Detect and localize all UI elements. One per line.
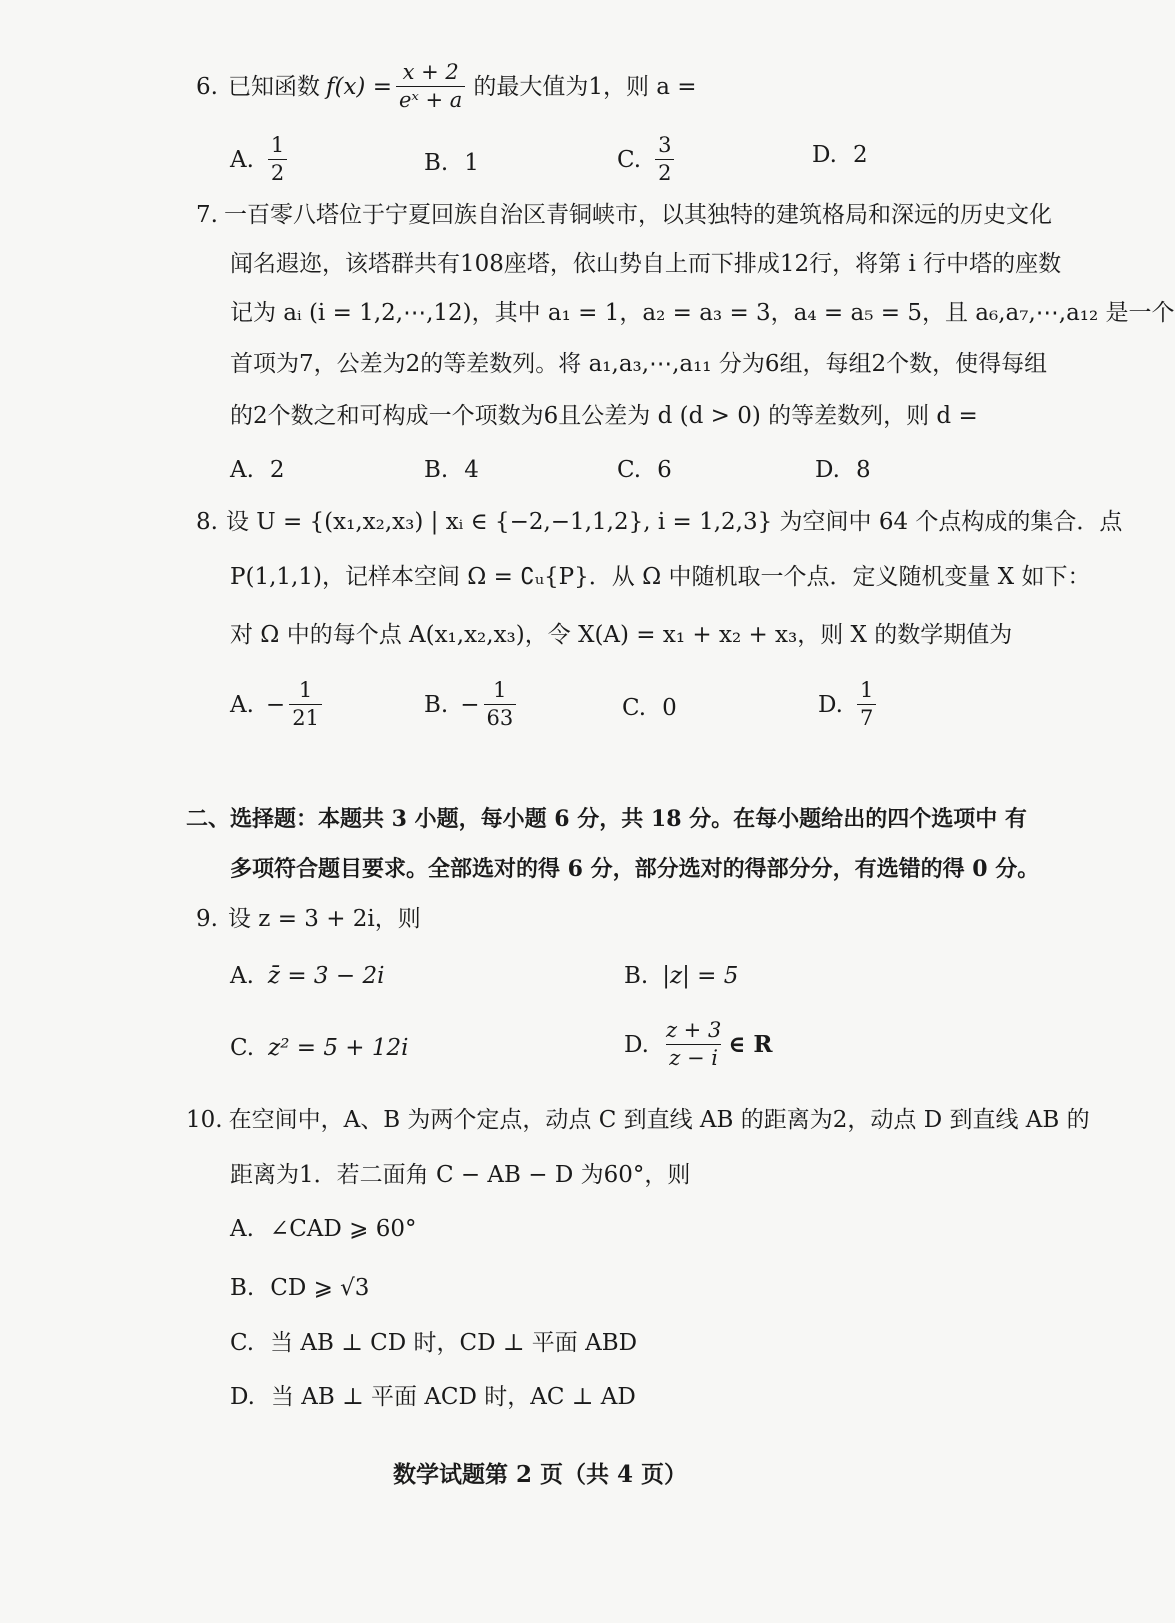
frac-num: 1: [270, 133, 285, 157]
q9-option-c: [230, 1030, 408, 1066]
q7-line-2: 闻名遐迩，该塔群共有108座塔，依山势自上而下排成12行，将第 i 行中塔的座数: [230, 251, 1062, 277]
q8-option-a: [230, 680, 326, 729]
q7-option-c: [617, 452, 672, 488]
option-fraction: [655, 135, 674, 184]
frac-den: 21: [289, 704, 322, 729]
q7-line-3: 记为 aᵢ (i = 1,2,⋯,12)，其中 a₁ = 1，a₂ = a₃ = 3，a₄ = a₅ = 5，且 a₆,a₇,⋯,a₁₂ 是一个: [230, 300, 1175, 326]
option-fraction: [289, 680, 322, 729]
option-text: 4: [464, 457, 479, 483]
option-fraction: [857, 680, 876, 729]
option-label: A.: [230, 691, 254, 718]
frac-num: 1: [493, 678, 507, 702]
frac-num: z + 3: [665, 1018, 722, 1042]
frac-den: 7: [857, 704, 876, 729]
page-footer: 数学试题第 2 页（共 4 页）: [392, 1461, 688, 1488]
option-label: A.: [230, 146, 254, 173]
q10-option-c: [230, 1325, 637, 1361]
q10-line-2: 距离为1．若二面角 C − AB − D 为60°，则: [230, 1162, 691, 1188]
option-text: 2: [269, 457, 285, 483]
q6-option-b: [424, 135, 479, 191]
q7-number: 7.: [196, 202, 218, 228]
option-sign: −: [460, 691, 480, 718]
option-label: A.: [230, 1216, 254, 1242]
option-fraction: [268, 135, 287, 184]
option-label: C.: [617, 146, 642, 173]
option-label: D.: [812, 142, 837, 168]
q8-option-c: [622, 680, 677, 736]
option-label: A.: [230, 457, 254, 483]
q9-option-a: [230, 958, 384, 994]
q10-text: 在空间中，A、B 为两个定点，动点 C 到直线 AB 的距离为2，动点 D 到直线 AB 的: [228, 1107, 1090, 1133]
q9-stem: [196, 901, 421, 937]
option-label: D.: [230, 1384, 255, 1410]
q9-option-b: [624, 958, 738, 994]
option-label: B.: [424, 457, 449, 483]
q9-number: 9.: [196, 906, 218, 932]
frac-num: 1: [298, 678, 313, 702]
option-text: 当 AB ⊥ 平面 ACD 时，AC ⊥ AD: [270, 1384, 636, 1410]
q7-option-b: [424, 452, 479, 488]
q6-option-a: [230, 135, 291, 184]
option-text: 2: [852, 142, 868, 168]
option-label: B.: [230, 1275, 255, 1301]
frac-den: 2: [268, 159, 287, 184]
q8-line-2: P(1,1,1)，记样本空间 Ω = ∁ᵤ{P}．从 Ω 中随机取一个点．定义随机变量 X 如下：: [230, 564, 1091, 590]
section-2-heading: 二、选择题：本题共 3 小题，每小题 6 分，共 18 分。在每小题给出的四个选项中 有: [186, 806, 1027, 832]
option-label: D.: [815, 457, 840, 483]
frac-num: 3: [658, 133, 672, 157]
option-text: 0: [662, 695, 677, 721]
q8-number: 8.: [196, 509, 218, 535]
q9-text: 设 z = 3 + 2i，则: [227, 906, 421, 932]
q8-text: 设 U = {(x₁,x₂,x₃) | xᵢ ∈ {−2,−1,1,2}, i = 1,2,3} 为空间中 64 个点构成的集合．点: [225, 509, 1123, 535]
q10-option-b: [230, 1270, 369, 1306]
option-text: z² = 5 + 12i: [268, 1035, 409, 1061]
q8-option-b: [424, 680, 520, 729]
q7-text: 一百零八塔位于宁夏回族自治区青铜峡市，以其独特的建筑格局和深远的历史文化: [223, 202, 1052, 228]
option-label: C.: [230, 1330, 255, 1356]
q7-line-4: 首项为7，公差为2的等差数列。将 a₁,a₃,⋯,a₁₁ 分为6组，每组2个数，使得每组: [230, 351, 1048, 377]
q10-option-a: [230, 1211, 417, 1247]
option-text: 当 AB ⊥ CD 时，CD ⊥ 平面 ABD: [270, 1330, 638, 1356]
option-text: ∠CAD ⩾ 60°: [269, 1216, 417, 1242]
option-label: B.: [624, 963, 649, 989]
option-label: C.: [230, 1035, 255, 1061]
q7-option-d: [815, 452, 871, 488]
option-text: z̄ = 3 − 2i: [267, 963, 385, 989]
q6-fx: f(x) =: [325, 73, 392, 100]
option-text: 6: [657, 457, 672, 483]
section-2-instructions: 多项符合题目要求。全部选对的得 6 分，部分选对的得部分分，有选错的得 0 分。: [230, 856, 1040, 882]
q6-text-b: 的最大值为1，则 a =: [473, 73, 697, 100]
frac-den: 2: [655, 159, 674, 184]
q6-option-c: [617, 135, 678, 184]
option-fraction: [484, 680, 517, 729]
frac-den: z − i: [666, 1044, 721, 1069]
q6-number: 6.: [196, 73, 218, 100]
option-suffix: ∈ R: [728, 1030, 773, 1058]
q6-option-d: [812, 135, 868, 175]
option-text: |z| = 5: [662, 963, 739, 989]
frac-den: 63: [484, 704, 517, 729]
frac-num: 1: [859, 678, 874, 702]
q8-line-3: 对 Ω 中的每个点 A(x₁,x₂,x₃)，令 X(A) = x₁ + x₂ + x₃，则 X 的数学期值为: [230, 622, 1013, 648]
option-text: CD ⩾ √3: [270, 1275, 370, 1301]
q6-frac-num: x + 2: [402, 60, 459, 84]
q10-option-d: [230, 1379, 636, 1415]
option-text: 1: [464, 150, 479, 176]
option-label: D.: [624, 1031, 649, 1058]
q6-frac-den: eˣ + a: [396, 86, 465, 111]
q10-number: 10.: [186, 1107, 223, 1133]
q6-text-a: 已知函数: [227, 73, 320, 100]
option-label: C.: [617, 457, 642, 483]
option-text: 8: [855, 457, 871, 483]
q9-option-d: [624, 1020, 772, 1069]
q7-option-a: [230, 452, 285, 488]
option-label: C.: [622, 695, 647, 721]
option-label: B.: [424, 691, 449, 718]
option-label: D.: [818, 691, 843, 718]
q7-line-1: [196, 197, 1052, 233]
q6-stem: [196, 62, 697, 111]
q6-fraction: [396, 62, 465, 111]
option-fraction: [663, 1020, 724, 1069]
q7-line-5: 的2个数之和可构成一个项数为6且公差为 d (d > 0) 的等差数列，则 d =: [230, 403, 978, 429]
option-label: A.: [230, 963, 254, 989]
q8-line-1: [196, 504, 1122, 540]
q10-line-1: [186, 1102, 1090, 1138]
q8-option-d: [818, 680, 880, 729]
option-sign: −: [265, 691, 286, 718]
option-label: B.: [424, 150, 449, 176]
